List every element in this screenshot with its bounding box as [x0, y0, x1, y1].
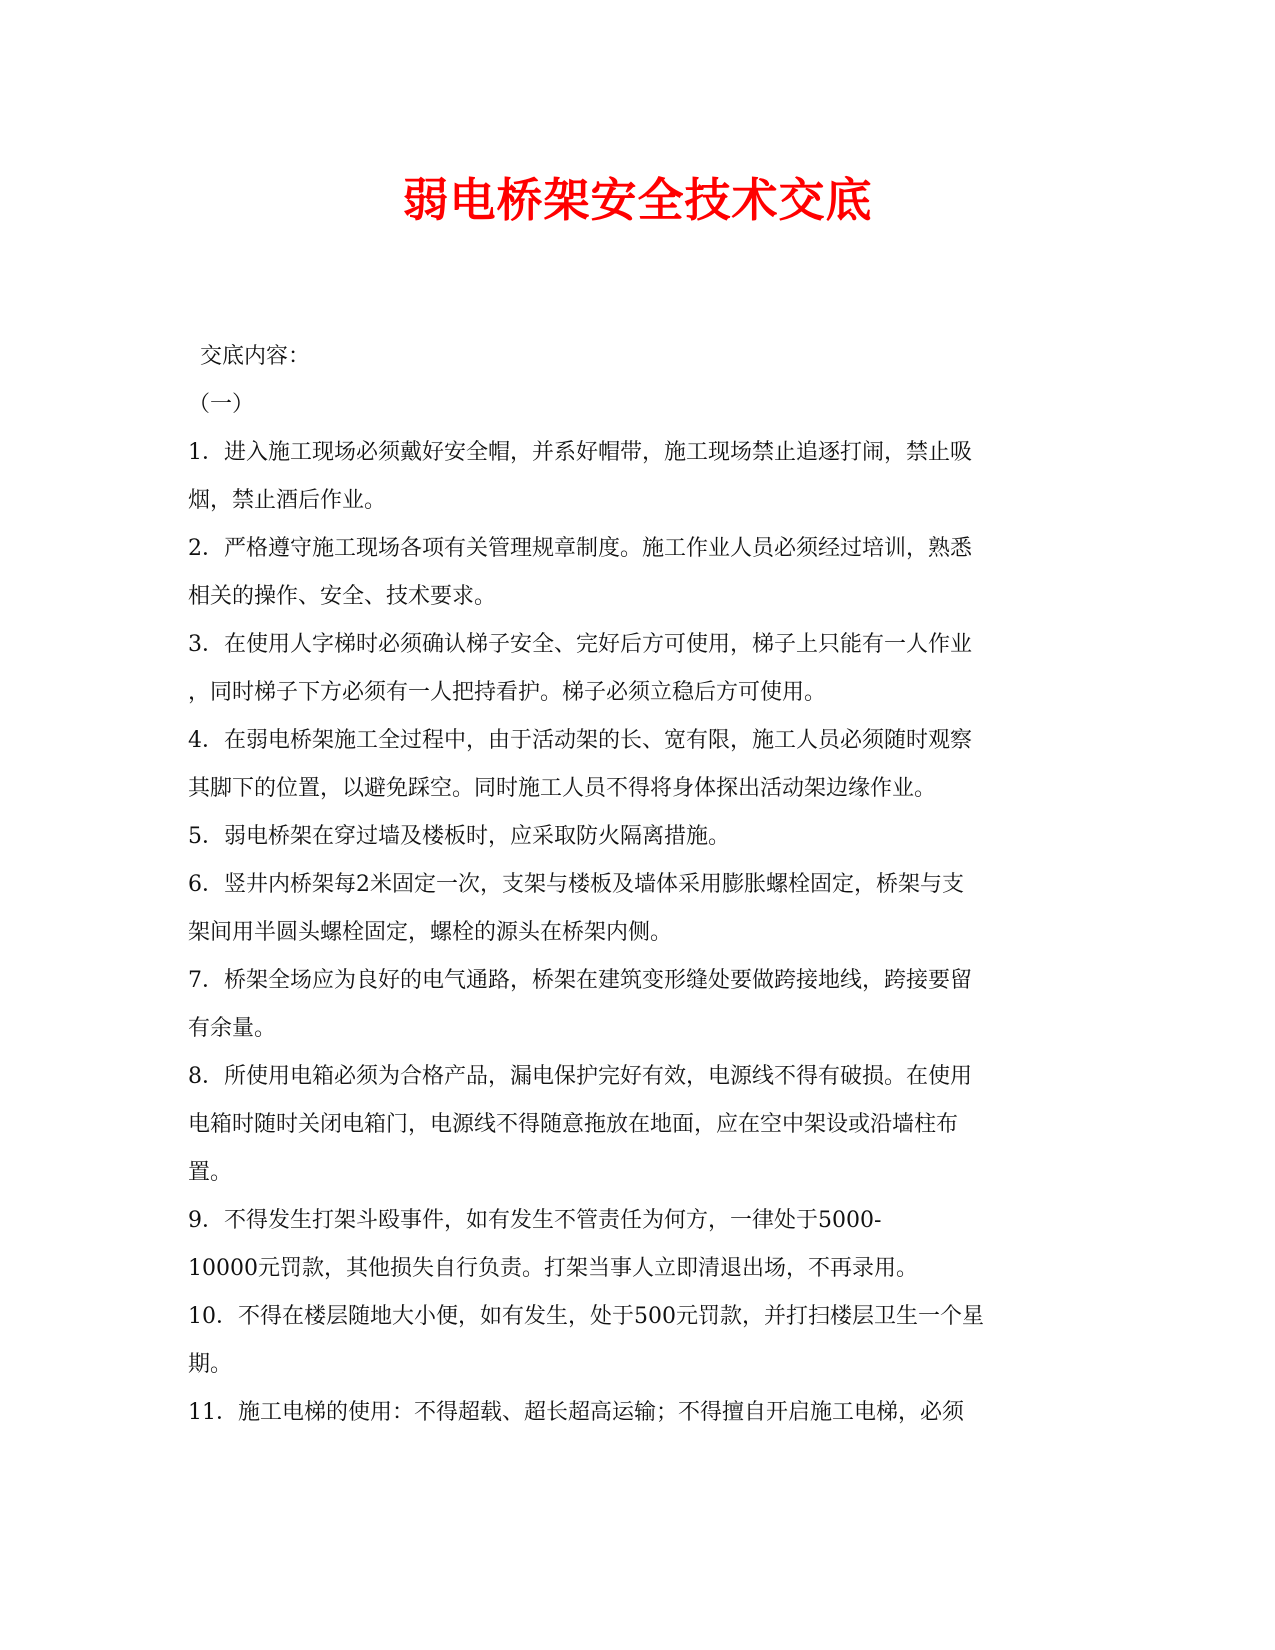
- body-line: 6．竖井内桥架每2米固定一次，支架与楼板及墙体采用膨胀螺栓固定，桥架与支: [188, 872, 964, 897]
- body-line: 2．严格遵守施工现场各项有关管理规章制度。施工作业人员必须经过培训，熟悉: [188, 536, 972, 561]
- body-line: 11．施工电梯的使用：不得超载、超长超高运输；不得擅自开启施工电梯，必须: [188, 1400, 964, 1425]
- body-line: 4．在弱电桥架施工全过程中，由于活动架的长、宽有限，施工人员必须随时观察: [188, 728, 972, 753]
- body-line: 9．不得发生打架斗殴事件，如有发生不管责任为何方，一律处于5000-: [188, 1208, 882, 1233]
- body-line: ，同时梯子下方必须有一人把持看护。梯子必须立稳后方可使用。: [188, 680, 827, 705]
- body-line: 电箱时随时关闭电箱门，电源线不得随意拖放在地面，应在空中架设或沿墙柱布: [188, 1112, 959, 1137]
- body-line: 其脚下的位置，以避免踩空。同时施工人员不得将身体探出活动架边缘作业。: [188, 776, 937, 801]
- body-line: 烟，禁止酒后作业。: [188, 488, 387, 513]
- body-line: 10．不得在楼层随地大小便，如有发生，处于500元罚款，并打扫楼层卫生一个星: [188, 1304, 984, 1329]
- body-line: 1．进入施工现场必须戴好安全帽，并系好帽带，施工现场禁止追逐打闹，禁止吸: [188, 440, 972, 465]
- body-line: 期。: [188, 1352, 233, 1377]
- intro-label: 交底内容：: [200, 344, 311, 369]
- body-line: 有余量。: [188, 1016, 277, 1041]
- body-lines: [188, 429, 1078, 1437]
- body-line: 5．弱电桥架在穿过墙及楼板时，应采取防火隔离措施。: [188, 824, 730, 849]
- document-title: 弱电桥架安全技术交底: [402, 173, 873, 227]
- body-line: 10000元罚款，其他损失自行负责。打架当事人立即清退出场，不再录用。: [188, 1256, 918, 1281]
- body-line: 相关的操作、安全、技术要求。: [188, 584, 497, 609]
- body-line: 3．在使用人字梯时必须确认梯子安全、完好后方可使用，梯子上只能有一人作业: [188, 632, 972, 657]
- body-line: 7．桥架全场应为良好的电气通路，桥架在建筑变形缝处要做跨接地线，跨接要留: [188, 968, 972, 993]
- document-body: [188, 333, 1078, 1437]
- body-line: 置。: [188, 1160, 233, 1185]
- body-line: 架间用半圆头螺栓固定，螺栓的源头在桥架内侧。: [188, 920, 673, 945]
- section-label: （一）: [188, 392, 255, 417]
- body-line: 8．所使用电箱必须为合格产品，漏电保护完好有效，电源线不得有破损。在使用: [188, 1064, 972, 1089]
